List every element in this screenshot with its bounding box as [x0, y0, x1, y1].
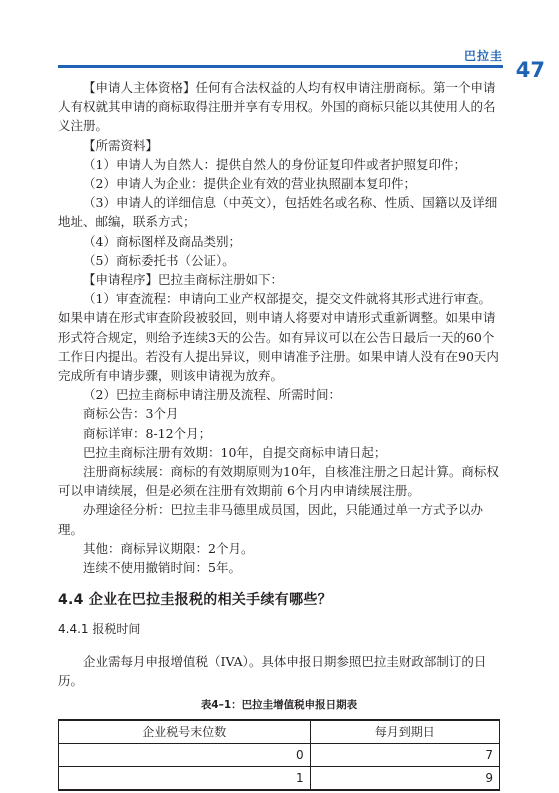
section-body: 企业需每月申报增值税（IVA）。具体申报日期参照巴拉圭财政部制订的日历。: [58, 653, 487, 688]
body-paragraph: 商标公告：3个月: [83, 406, 179, 422]
body-paragraph: 连续不使用撤销时间：5年。: [83, 560, 241, 576]
body-paragraph: 巴拉圭商标注册有效期：10年，自提交商标申请日起；: [83, 444, 387, 460]
body-paragraph: （2）申请人为企业：提供企业有效的营业执照副本复印件；: [83, 176, 416, 192]
body-paragraph: （4）商标图样及商品类别；: [83, 233, 241, 249]
table-header-cell: 每月到期日: [310, 720, 499, 744]
table-header-row: [59, 720, 500, 744]
body-paragraph: 其他：商标异议期限：2个月。: [83, 540, 254, 556]
table-cell: 7: [310, 744, 499, 767]
page-content: [58, 78, 500, 791]
body-paragraph: （5）商标委托书（公证）。: [83, 252, 235, 268]
table-cell: 9: [310, 767, 499, 791]
subsection-title: 4.4.1 报税时间: [58, 622, 141, 637]
body-paragraph: 注册商标续展：商标的有效期原则为10年，自核准注册之日起计算。商标权可以申请续展，但是必须在注册有效期前 6个月内申请续展注册。: [58, 464, 499, 499]
body-paragraph: （2）巴拉圭商标申请注册及流程、所需时间：: [83, 387, 341, 403]
table-cell: 1: [59, 767, 311, 791]
table-row: [59, 744, 500, 767]
page-number: 47: [515, 58, 545, 82]
table-header-cell: 企业税号末位数: [59, 720, 311, 744]
body-paragraph: 【申请程序】巴拉圭商标注册如下：: [83, 272, 284, 288]
body-paragraph: 【所需资料】: [83, 137, 159, 153]
body-paragraph: 【申请人主体资格】任何有合法权益的人均有权申请注册商标。第一个申请人有权就其申请的商标取得注册并享有专用权。外国的商标只能以其使用人的名义注册。: [58, 80, 496, 134]
body-paragraph: 办理途径分析：巴拉圭非马德里成员国，因此，只能通过单一方式予以办理。: [58, 502, 484, 537]
table-caption: 表4–1：巴拉圭增值税申报日期表: [200, 699, 358, 712]
table-cell: 0: [59, 744, 311, 767]
section-title: 4.4 企业在巴拉圭报税的相关手续有哪些？: [58, 592, 332, 609]
body-paragraph: （1）申请人为自然人：提供自然人的身份证复印件或者护照复印件；: [83, 156, 466, 172]
vat-schedule-table: [58, 719, 500, 791]
body-paragraphs: [58, 78, 500, 577]
body-paragraph: （3）申请人的详细信息（中英文），包括姓名或名称、性质、国籍以及详细地址、邮编，联系方式；: [58, 195, 498, 230]
table-row: [59, 767, 500, 791]
body-paragraph: 商标详审：8-12个月；: [83, 425, 212, 441]
header-rule: [58, 65, 503, 68]
body-paragraph: （1）审查流程：申请向工业产权部提交，提交文件就将其形式进行审查。如果申请在形式审查阶段被驳回，则申请人将要对申请形式重新调整。如果申请形式符合规定，则给予连续3天的公告。如有异议可以在公告日最后一天的60个工作日内提出。若没有人提出异议，则申请准予注册。如果申请人没有在90天内完成所有申请步骤，则该申请视为放弃。: [58, 291, 499, 384]
header-section-label: 巴拉圭: [463, 49, 503, 63]
